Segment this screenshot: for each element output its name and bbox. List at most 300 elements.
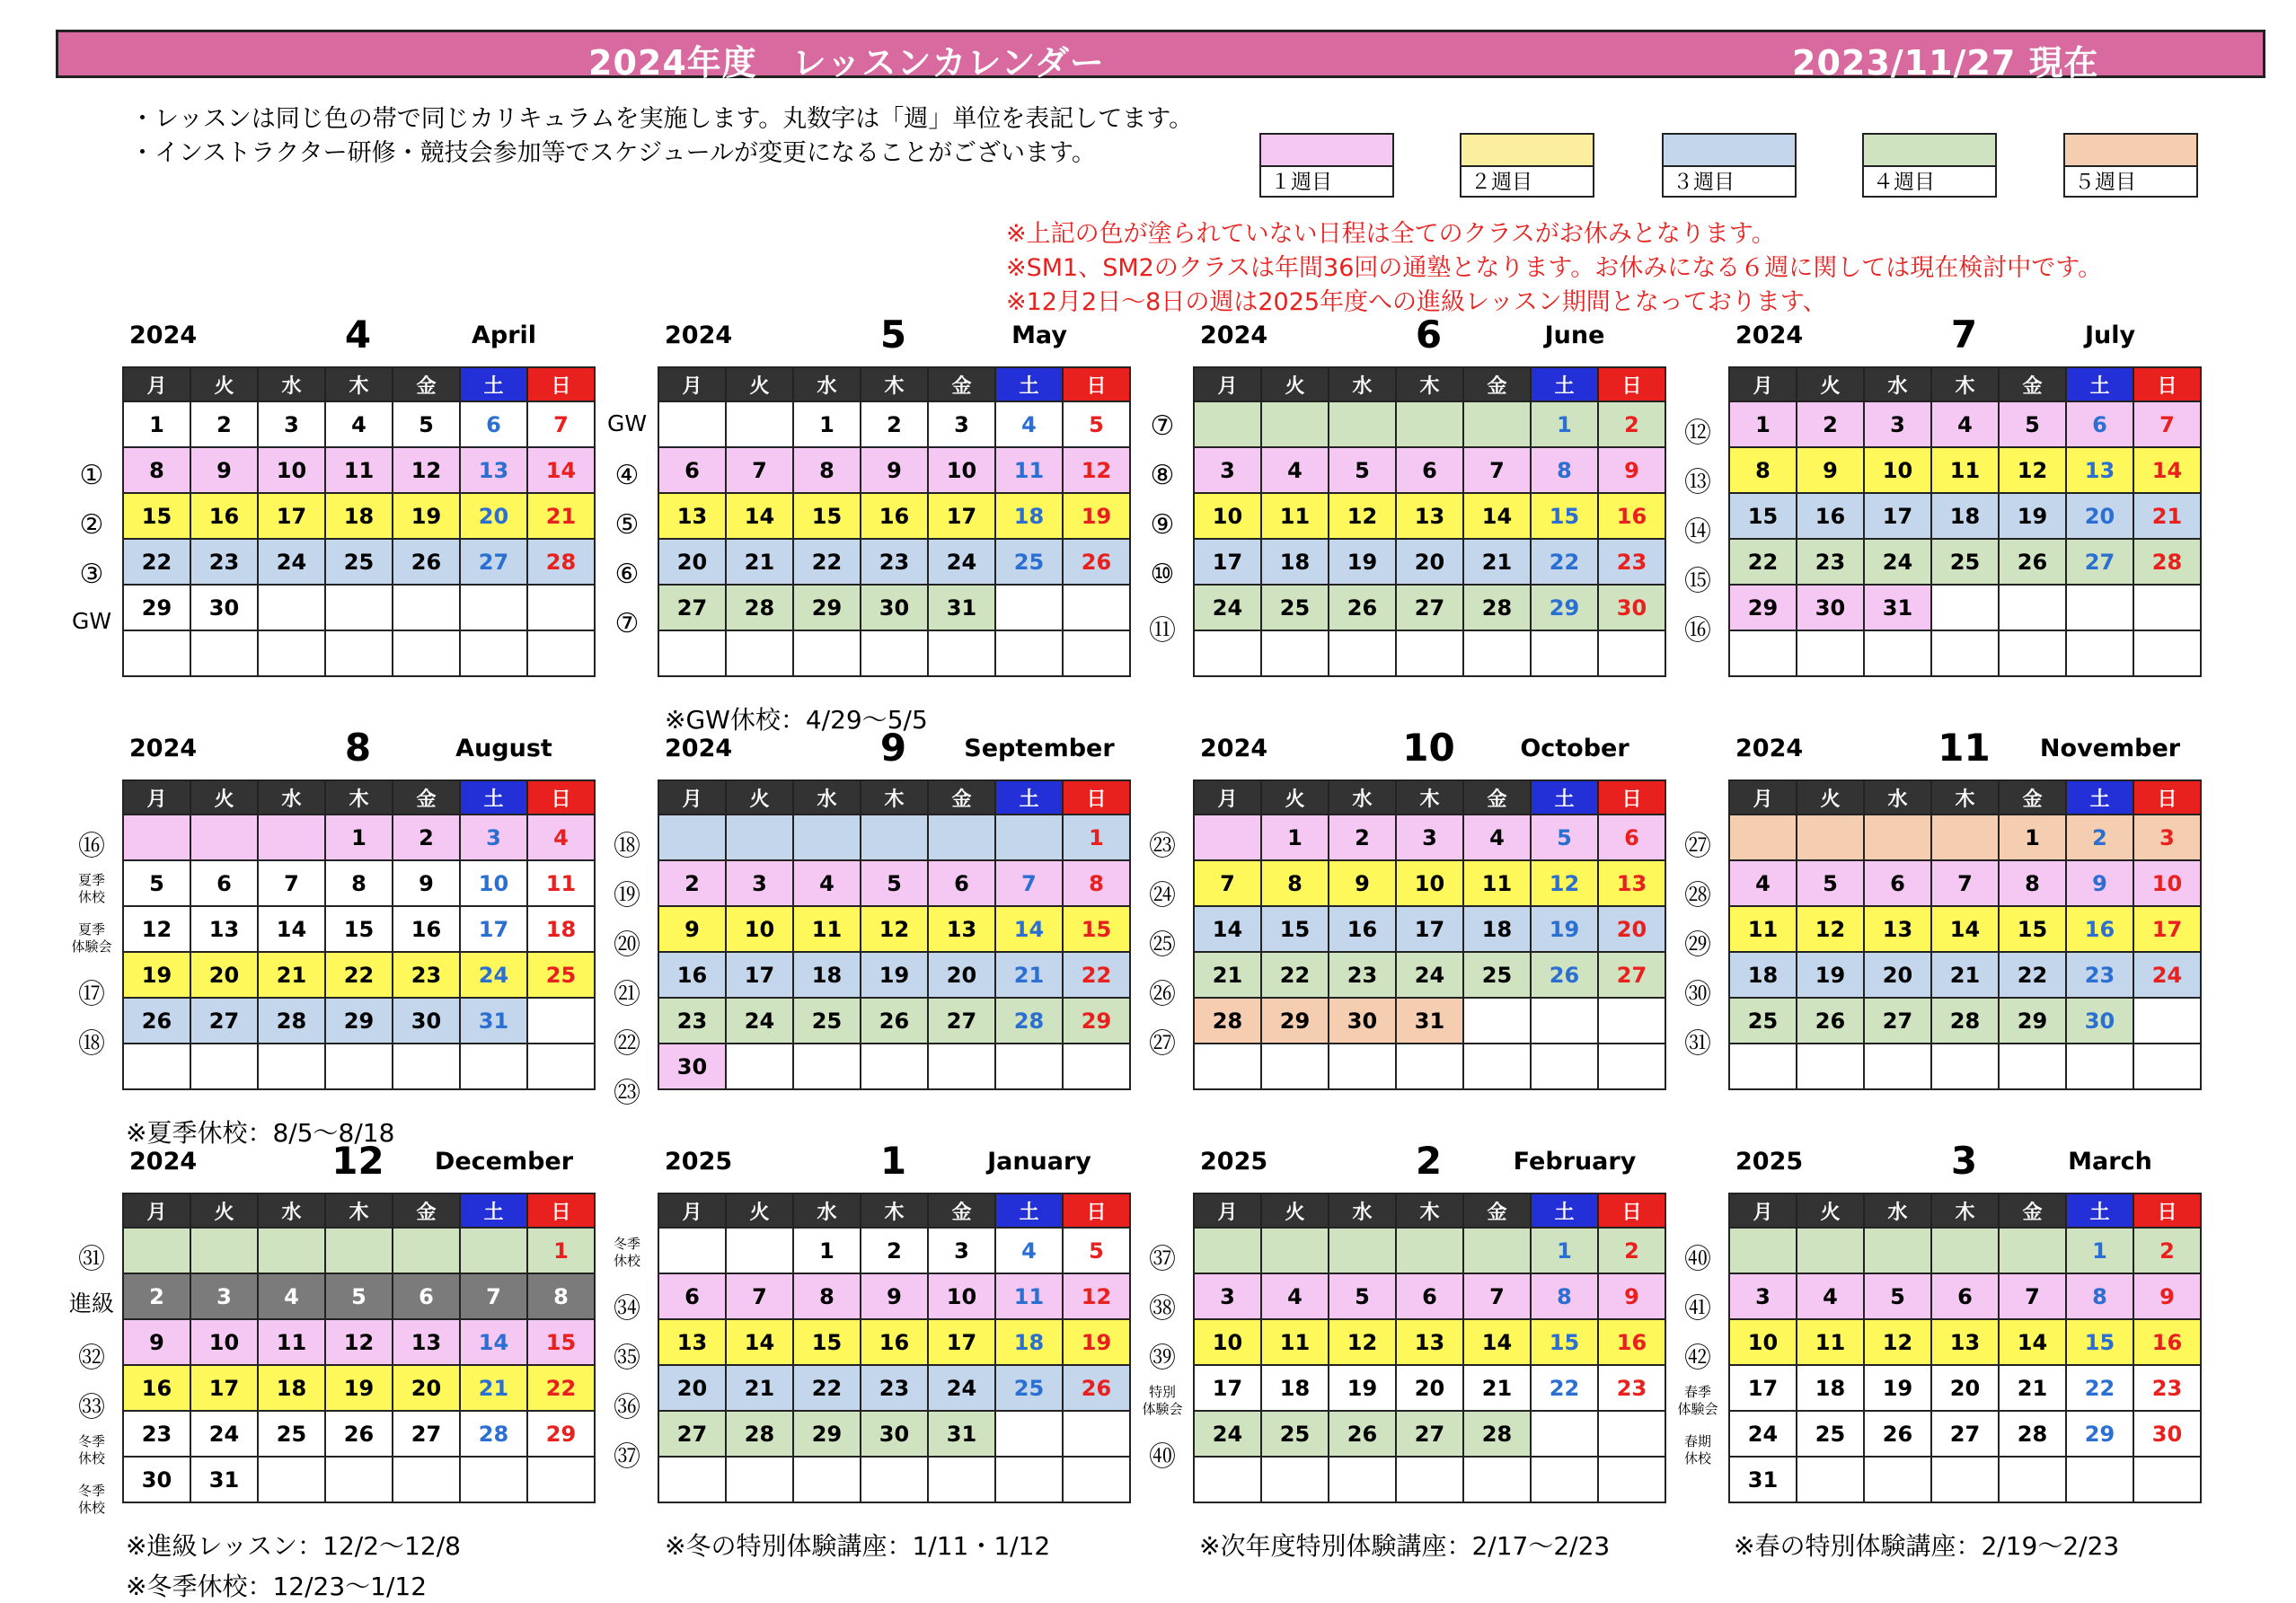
day-cell: 7: [1999, 1273, 2066, 1319]
day-cell: 24: [460, 952, 527, 998]
day-cell: 18: [1261, 539, 1329, 585]
weekday-header: 日: [2133, 780, 2201, 815]
week-label: ㊷: [1684, 1343, 1711, 1374]
footnote-spring-trial: ※春の特別体験講座：2/19〜2/23: [1734, 1531, 2120, 1561]
month-calendar-may: [658, 313, 1131, 677]
day-cell: 25: [1797, 1411, 1864, 1457]
week-row: [658, 860, 1130, 906]
month-table: [658, 366, 1131, 677]
day-cell: [123, 1228, 190, 1273]
day-cell: [1194, 815, 1261, 860]
month-table: [122, 366, 596, 677]
weekday-header: 水: [1329, 367, 1396, 401]
day-cell: 14: [460, 1319, 527, 1365]
day-cell: 24: [928, 539, 995, 585]
day-cell: 9: [2066, 860, 2133, 906]
day-cell: [1463, 1228, 1531, 1273]
week-row: [123, 493, 595, 539]
day-cell: 2: [2066, 815, 2133, 860]
day-cell: 5: [1797, 860, 1864, 906]
day-cell: 13: [658, 1319, 726, 1365]
day-cell: 25: [1261, 1411, 1329, 1457]
week-label: ㉚: [1684, 979, 1711, 1010]
week-row: [658, 630, 1130, 676]
calendar-month-name: July: [2084, 321, 2136, 349]
week-label: ㊴: [1149, 1343, 1176, 1374]
day-cell: [726, 1044, 793, 1089]
day-cell: 9: [393, 860, 460, 906]
day-cell: [1194, 1044, 1261, 1089]
weekday-header: 水: [258, 367, 325, 401]
day-cell: 31: [1396, 998, 1463, 1044]
day-cell: 28: [1931, 998, 1999, 1044]
week-label: ㉛: [1684, 1028, 1711, 1060]
day-cell: 29: [1999, 998, 2066, 1044]
day-cell: [460, 1457, 527, 1502]
week-label: ⑧: [1150, 460, 1175, 491]
month-table: [1728, 1193, 2202, 1503]
day-cell: [190, 815, 258, 860]
day-cell: [2066, 585, 2133, 630]
week-row: [1729, 630, 2201, 676]
day-cell: 7: [2133, 401, 2201, 447]
day-cell: 17: [1729, 1365, 1797, 1411]
day-cell: 15: [1531, 1319, 1598, 1365]
day-cell: 19: [1797, 952, 1864, 998]
footnote-gw: ※GW休校：4/29〜5/5: [665, 705, 928, 735]
day-cell: 23: [2066, 952, 2133, 998]
weekday-header: 水: [1329, 1193, 1396, 1228]
legend-week-1: [1259, 133, 1394, 198]
week-row: [1729, 401, 2201, 447]
day-cell: 21: [1931, 952, 1999, 998]
day-cell: 30: [1329, 998, 1396, 1044]
day-cell: [2066, 1044, 2133, 1089]
week-row: [1194, 401, 1665, 447]
day-cell: [928, 1044, 995, 1089]
day-cell: 22: [325, 952, 393, 998]
week-label: ⑮: [1684, 566, 1711, 597]
week-row: [1729, 860, 2201, 906]
day-cell: [2133, 585, 2201, 630]
day-cell: [460, 1044, 527, 1089]
week-row: [123, 1411, 595, 1457]
day-cell: [190, 1228, 258, 1273]
day-cell: [123, 1044, 190, 1089]
day-cell: 18: [1797, 1365, 1864, 1411]
weekday-header: 木: [1396, 367, 1463, 401]
day-cell: 10: [2133, 860, 2201, 906]
day-cell: 14: [1931, 906, 1999, 952]
day-cell: 11: [1797, 1319, 1864, 1365]
day-cell: 10: [1729, 1319, 1797, 1365]
legend-swatch: [1261, 135, 1392, 167]
day-cell: [1194, 1457, 1261, 1502]
day-cell: 7: [726, 447, 793, 493]
week-label: ㉗: [1149, 1028, 1176, 1060]
day-cell: 11: [1261, 1319, 1329, 1365]
day-cell: 6: [393, 1273, 460, 1319]
week-label: ⑨: [1150, 509, 1175, 541]
day-cell: 22: [1531, 1365, 1598, 1411]
day-cell: 5: [1531, 815, 1598, 860]
day-cell: 11: [325, 447, 393, 493]
day-cell: 26: [1797, 998, 1864, 1044]
day-cell: 17: [1194, 539, 1261, 585]
day-cell: 9: [658, 906, 726, 952]
weekday-header: 木: [1931, 367, 1999, 401]
day-cell: 1: [123, 401, 190, 447]
week-label: ⑫: [1684, 418, 1711, 449]
week-label: 冬季 休校: [77, 1483, 105, 1516]
week-row: [1194, 860, 1665, 906]
day-cell: 17: [1396, 906, 1463, 952]
day-cell: 29: [527, 1411, 595, 1457]
day-cell: 23: [123, 1411, 190, 1457]
day-cell: 6: [658, 1273, 726, 1319]
week-row: [123, 1273, 595, 1319]
day-cell: 8: [527, 1273, 595, 1319]
legend-week-2: [1460, 133, 1594, 198]
calendar-year: 2025: [665, 1148, 733, 1176]
weekday-header: 火: [190, 367, 258, 401]
day-cell: [1931, 1228, 1999, 1273]
day-cell: 30: [658, 1044, 726, 1089]
footnote-winter: ※冬季休校：12/23〜1/12: [126, 1572, 428, 1601]
day-cell: 3: [258, 401, 325, 447]
day-cell: [995, 1457, 1063, 1502]
day-cell: 17: [928, 1319, 995, 1365]
weekday-header: 日: [1063, 367, 1130, 401]
day-cell: [1931, 630, 1999, 676]
day-cell: 19: [1329, 1365, 1396, 1411]
week-label: ⑤: [614, 509, 640, 541]
calendar-year: 2025: [1735, 1148, 1804, 1176]
day-cell: 22: [1531, 539, 1598, 585]
day-cell: [1396, 1044, 1463, 1089]
day-cell: [861, 1457, 928, 1502]
day-cell: 10: [460, 860, 527, 906]
day-cell: 24: [1194, 1411, 1261, 1457]
week-label: ㉟: [614, 1343, 640, 1374]
weekday-header: 木: [325, 1193, 393, 1228]
day-cell: 27: [1931, 1411, 1999, 1457]
weekday-header: 金: [1999, 1193, 2066, 1228]
day-cell: 18: [325, 493, 393, 539]
day-cell: 23: [1329, 952, 1396, 998]
day-cell: [123, 815, 190, 860]
weekday-header: 火: [190, 1193, 258, 1228]
week-row: [1729, 952, 2201, 998]
day-cell: [2133, 998, 2201, 1044]
day-cell: 7: [1931, 860, 1999, 906]
day-cell: 13: [2066, 447, 2133, 493]
day-cell: [726, 815, 793, 860]
week-row: [1194, 952, 1665, 998]
day-cell: 2: [1598, 1228, 1665, 1273]
weekday-header: 金: [393, 780, 460, 815]
day-cell: [1063, 1044, 1130, 1089]
day-cell: 29: [793, 1411, 861, 1457]
weekday-header: 火: [190, 780, 258, 815]
day-cell: 27: [393, 1411, 460, 1457]
day-cell: [861, 815, 928, 860]
day-cell: 20: [658, 539, 726, 585]
month-table: [658, 1193, 1131, 1503]
day-cell: 25: [527, 952, 595, 998]
day-cell: [995, 630, 1063, 676]
weekday-header: 月: [658, 780, 726, 815]
legend-swatch: [1461, 135, 1593, 167]
week-row: [658, 906, 1130, 952]
day-cell: 4: [1463, 815, 1531, 860]
day-cell: 8: [1531, 1273, 1598, 1319]
month-calendar-august: [122, 726, 596, 1090]
day-cell: 22: [1999, 952, 2066, 998]
calendar-month-name: June: [1544, 321, 1605, 349]
day-cell: 3: [2133, 815, 2201, 860]
day-cell: 2: [123, 1273, 190, 1319]
week-row: [1194, 1411, 1665, 1457]
weekday-header: 木: [1931, 1193, 1999, 1228]
day-cell: [393, 585, 460, 630]
day-cell: 22: [123, 539, 190, 585]
weekday-header: 月: [1194, 780, 1261, 815]
week-label: ⑩: [1150, 559, 1175, 590]
day-cell: [726, 401, 793, 447]
day-cell: [258, 1457, 325, 1502]
week-row: [1729, 447, 2201, 493]
week-row: [123, 1044, 595, 1089]
day-cell: 12: [1999, 447, 2066, 493]
day-cell: [1598, 1411, 1665, 1457]
day-cell: 20: [1931, 1365, 1999, 1411]
day-cell: 20: [2066, 493, 2133, 539]
day-cell: 4: [995, 401, 1063, 447]
week-label: ㉒: [614, 1028, 640, 1060]
legend-label: ２週目: [1470, 171, 1532, 194]
week-row: [1729, 1457, 2201, 1502]
day-cell: 3: [1194, 1273, 1261, 1319]
week-row: [123, 401, 595, 447]
day-cell: 26: [325, 1411, 393, 1457]
day-cell: 14: [2133, 447, 2201, 493]
day-cell: 14: [1463, 1319, 1531, 1365]
weekday-header: 月: [123, 367, 190, 401]
day-cell: 19: [325, 1365, 393, 1411]
day-cell: 31: [190, 1457, 258, 1502]
day-cell: 6: [460, 401, 527, 447]
calendar-month-name: May: [1011, 321, 1067, 349]
day-cell: [393, 1457, 460, 1502]
day-cell: 11: [1463, 860, 1531, 906]
calendar-month-number: 1: [879, 1139, 907, 1183]
week-label: ㉞: [614, 1293, 640, 1325]
legend-week-5: [2063, 133, 2198, 198]
day-cell: 23: [393, 952, 460, 998]
note-1: ・レッスンは同じ色の帯で同じカリキュラムを実施します。丸数字は「週」単位を表記してます。: [130, 105, 1194, 133]
week-row: [1194, 539, 1665, 585]
week-row: [1729, 906, 2201, 952]
day-cell: [2133, 1044, 2201, 1089]
day-cell: 20: [393, 1365, 460, 1411]
day-cell: 31: [928, 1411, 995, 1457]
day-cell: 30: [2066, 998, 2133, 1044]
weekday-header: 木: [1396, 1193, 1463, 1228]
day-cell: 9: [861, 1273, 928, 1319]
week-row: [123, 630, 595, 676]
week-row: [1194, 815, 1665, 860]
week-label: ③: [79, 559, 104, 590]
week-label: 冬季 休校: [77, 1433, 105, 1466]
day-cell: 15: [325, 906, 393, 952]
day-cell: 11: [1261, 493, 1329, 539]
day-cell: 4: [793, 860, 861, 906]
day-cell: 24: [1396, 952, 1463, 998]
red-note-3: ※12月2日〜8日の週は2025年度への進級レッスン期間となっております、: [1006, 288, 1827, 316]
calendar-year: 2025: [1200, 1148, 1268, 1176]
day-cell: 26: [1329, 585, 1396, 630]
day-cell: [1598, 1457, 1665, 1502]
day-cell: [1329, 1044, 1396, 1089]
week-row: [658, 1457, 1130, 1502]
day-cell: 24: [928, 1365, 995, 1411]
week-row: [658, 1365, 1130, 1411]
weekday-header: 月: [123, 780, 190, 815]
day-cell: 11: [1931, 447, 1999, 493]
day-cell: 8: [1531, 447, 1598, 493]
day-cell: 27: [2066, 539, 2133, 585]
weekday-header: 金: [928, 1193, 995, 1228]
weekday-header: 土: [2066, 1193, 2133, 1228]
day-cell: 12: [1797, 906, 1864, 952]
week-row: [1194, 447, 1665, 493]
day-cell: 13: [1598, 860, 1665, 906]
calendar-month-name: February: [1513, 1148, 1637, 1176]
day-cell: [1194, 630, 1261, 676]
weekday-header: 水: [1864, 367, 1931, 401]
week-label: ㊲: [1149, 1244, 1176, 1275]
day-cell: [393, 1228, 460, 1273]
month-calendar-july: [1728, 313, 2202, 677]
day-cell: [726, 630, 793, 676]
day-cell: [1396, 630, 1463, 676]
day-cell: 29: [123, 585, 190, 630]
day-cell: [1931, 1044, 1999, 1089]
day-cell: 16: [190, 493, 258, 539]
day-cell: 28: [726, 585, 793, 630]
calendar-month-number: 2: [1415, 1139, 1443, 1183]
day-cell: 19: [1999, 493, 2066, 539]
month-calendar-september: [658, 726, 1131, 1090]
day-cell: [1729, 1044, 1797, 1089]
day-cell: 9: [190, 447, 258, 493]
week-label: 夏季 休校: [77, 872, 105, 905]
day-cell: 11: [527, 860, 595, 906]
legend-label: ３週目: [1673, 171, 1735, 194]
week-row: [1194, 1044, 1665, 1089]
day-cell: [1729, 815, 1797, 860]
week-row: [123, 1365, 595, 1411]
day-cell: [527, 585, 595, 630]
day-cell: 18: [793, 952, 861, 998]
day-cell: [1396, 1457, 1463, 1502]
week-row: [1194, 585, 1665, 630]
weekday-header: 月: [1194, 1193, 1261, 1228]
week-row: [123, 585, 595, 630]
weekday-header: 水: [1864, 780, 1931, 815]
day-cell: [1797, 815, 1864, 860]
day-cell: 25: [258, 1411, 325, 1457]
day-cell: [1531, 630, 1598, 676]
day-cell: [258, 1044, 325, 1089]
day-cell: 31: [460, 998, 527, 1044]
day-cell: [1063, 630, 1130, 676]
day-cell: [1531, 1457, 1598, 1502]
day-cell: 5: [393, 401, 460, 447]
day-cell: [2133, 1457, 2201, 1502]
calendar-year: 2024: [1735, 735, 1804, 762]
day-cell: 17: [928, 493, 995, 539]
day-cell: 26: [1063, 1365, 1130, 1411]
footnote-summer: ※夏季休校：8/5〜8/18: [126, 1118, 395, 1148]
week-row: [1194, 493, 1665, 539]
day-cell: 26: [1329, 1411, 1396, 1457]
month-table: [658, 779, 1131, 1090]
day-cell: 13: [1864, 906, 1931, 952]
day-cell: 24: [2133, 952, 2201, 998]
week-label: ⑪: [1149, 615, 1176, 647]
calendar-month-number: 5: [879, 313, 907, 357]
day-cell: 28: [1194, 998, 1261, 1044]
day-cell: [1329, 1228, 1396, 1273]
day-cell: [928, 630, 995, 676]
week-label: 進級: [68, 1290, 114, 1317]
week-row: [1194, 1365, 1665, 1411]
day-cell: 27: [1864, 998, 1931, 1044]
weekday-header: 木: [325, 780, 393, 815]
weekday-header: 水: [1329, 780, 1396, 815]
month-calendar-march: [1728, 1139, 2202, 1503]
day-cell: 4: [527, 815, 595, 860]
legend-swatch: [1664, 135, 1795, 167]
day-cell: 13: [1396, 493, 1463, 539]
week-row: [1729, 1273, 2201, 1319]
day-cell: 21: [527, 493, 595, 539]
day-cell: 8: [793, 1273, 861, 1319]
day-cell: 29: [2066, 1411, 2133, 1457]
day-cell: [1797, 1457, 1864, 1502]
day-cell: 17: [1864, 493, 1931, 539]
weekday-header: 土: [1531, 367, 1598, 401]
day-cell: 17: [190, 1365, 258, 1411]
day-cell: 15: [1999, 906, 2066, 952]
day-cell: [258, 585, 325, 630]
day-cell: 28: [1463, 1411, 1531, 1457]
week-row: [658, 815, 1130, 860]
red-note-1: ※上記の色が塗られていない日程は全てのクラスがお休みとなります。: [1006, 220, 1776, 248]
week-label: ⑭: [1684, 516, 1711, 548]
day-cell: 25: [325, 539, 393, 585]
week-label: ㊶: [1684, 1293, 1711, 1325]
day-cell: 17: [1194, 1365, 1261, 1411]
weekday-header: 金: [1463, 1193, 1531, 1228]
day-cell: 8: [123, 447, 190, 493]
day-cell: 23: [190, 539, 258, 585]
weekday-header: 日: [2133, 367, 2201, 401]
day-cell: 18: [995, 1319, 1063, 1365]
week-row: [1729, 1044, 2201, 1089]
